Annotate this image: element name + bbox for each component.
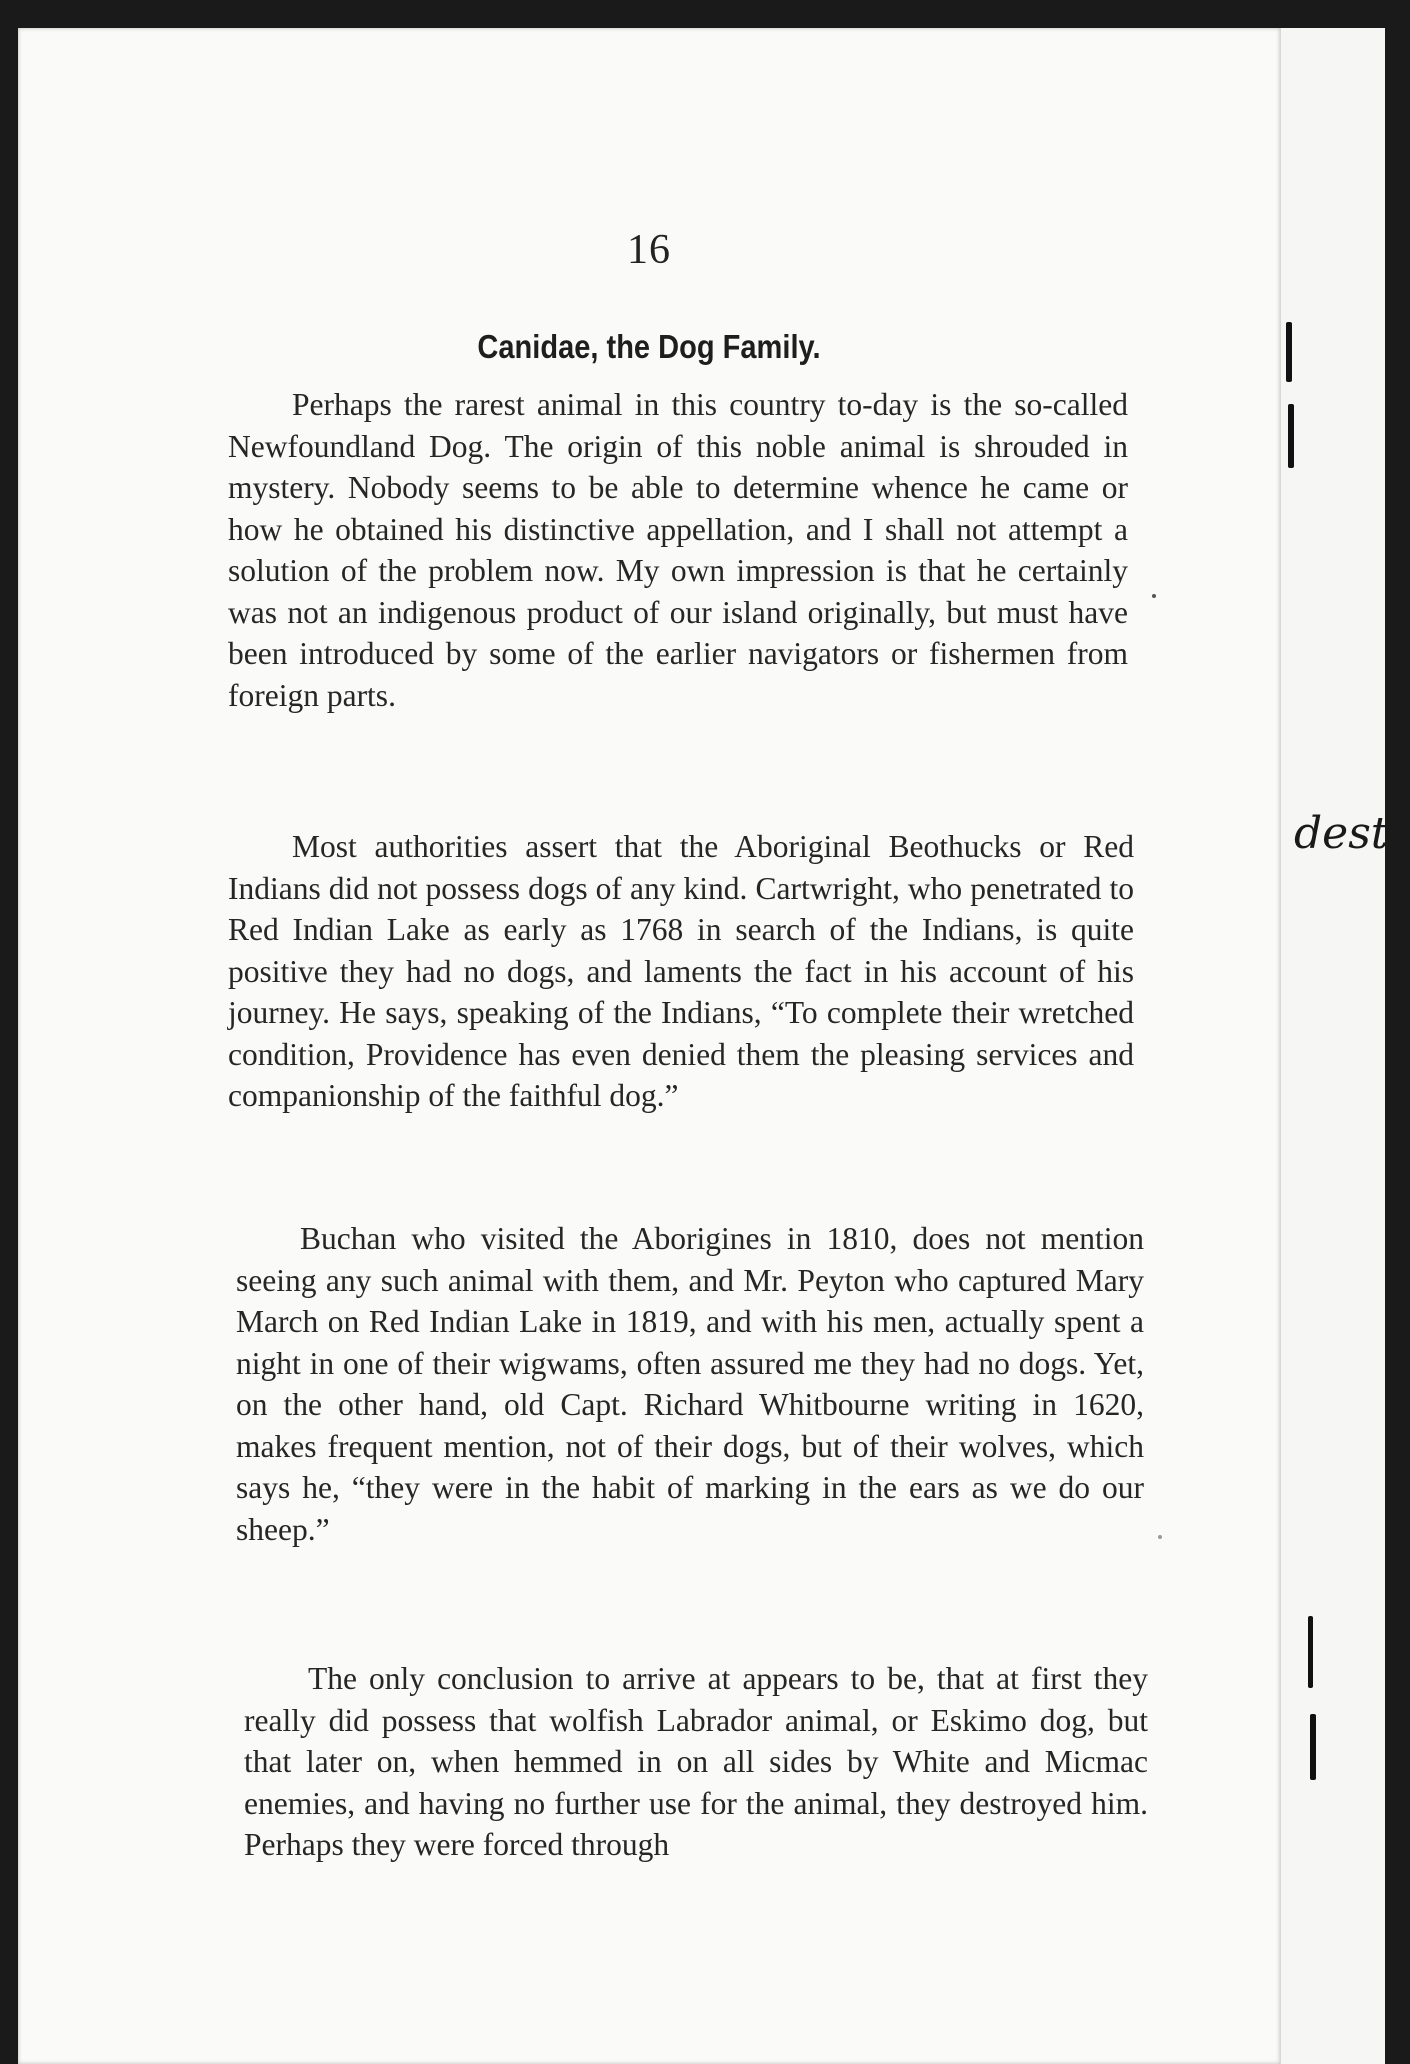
paragraph	[228, 384, 1128, 716]
page-speck	[1152, 594, 1156, 598]
margin-handwriting: destr	[1294, 808, 1410, 859]
adjacent-page-edge	[1280, 28, 1410, 2064]
binding-mark	[1310, 1714, 1316, 1780]
binding-mark	[1308, 1616, 1313, 1688]
section-heading: Canidae, the Dog Family.	[477, 328, 821, 365]
binding-mark	[1288, 404, 1294, 468]
paragraph-text: Most authorities assert that the Aboriginal Beothucks or Red Indians did not possess dogs of any kind. Cartwright, who penetrated to Red Indian Lake as early as 1768 in search of the Indians, is quite positive they had no dogs, and laments the fact in his account of his journey. He says, speaking of the Indians, “To complete their wretched condition, Providence has even denied them the pleasing services and companionship of the faithful dog.”	[228, 829, 1134, 1113]
paragraph-text: Perhaps the rarest animal in this country to-day is the so-called Newfoundland Dog. The origin of this noble animal is shrouded in mystery. Nobody seems to be able to determine whence he came or how he obtained his distinctive appellation, and I shall not attempt a solution of the problem now. My own impression is that he certainly was not an indigenous product of our island originally, but must have been introduced by some of the earlier navigators or fishermen from foreign parts.	[228, 387, 1128, 713]
paragraph	[236, 1218, 1144, 1550]
book-page	[18, 28, 1280, 2064]
paragraph	[244, 1658, 1148, 1866]
paragraph	[228, 826, 1134, 1117]
page-number: 16	[627, 227, 671, 273]
binding-mark	[1286, 322, 1292, 382]
paragraph-text: Buchan who visited the Aborigines in 1810, does not mention seeing any such animal with them, and Mr. Peyton who captured Mary March on Red Indian Lake in 1819, and with his men, actually spent a night in one of their wigwams, often assured me they had no dogs. Yet, on the other hand, old Capt. Richard Whitbourne writing in 1620, makes frequent mention, not of their dogs, but of their wolves, which says he, “they were in the habit of marking in the ears as we do our sheep.”	[236, 1221, 1144, 1547]
page-speck	[1158, 1535, 1162, 1539]
paragraph-text: The only conclusion to arrive at appears to be, that at first they really did possess that wolfish Labrador animal, or Eskimo dog, but that later on, when hemmed in on all sides by White and Micmac enemies, and having no further use for the animal, they destroyed him. Perhaps they were forced through	[244, 1661, 1148, 1862]
